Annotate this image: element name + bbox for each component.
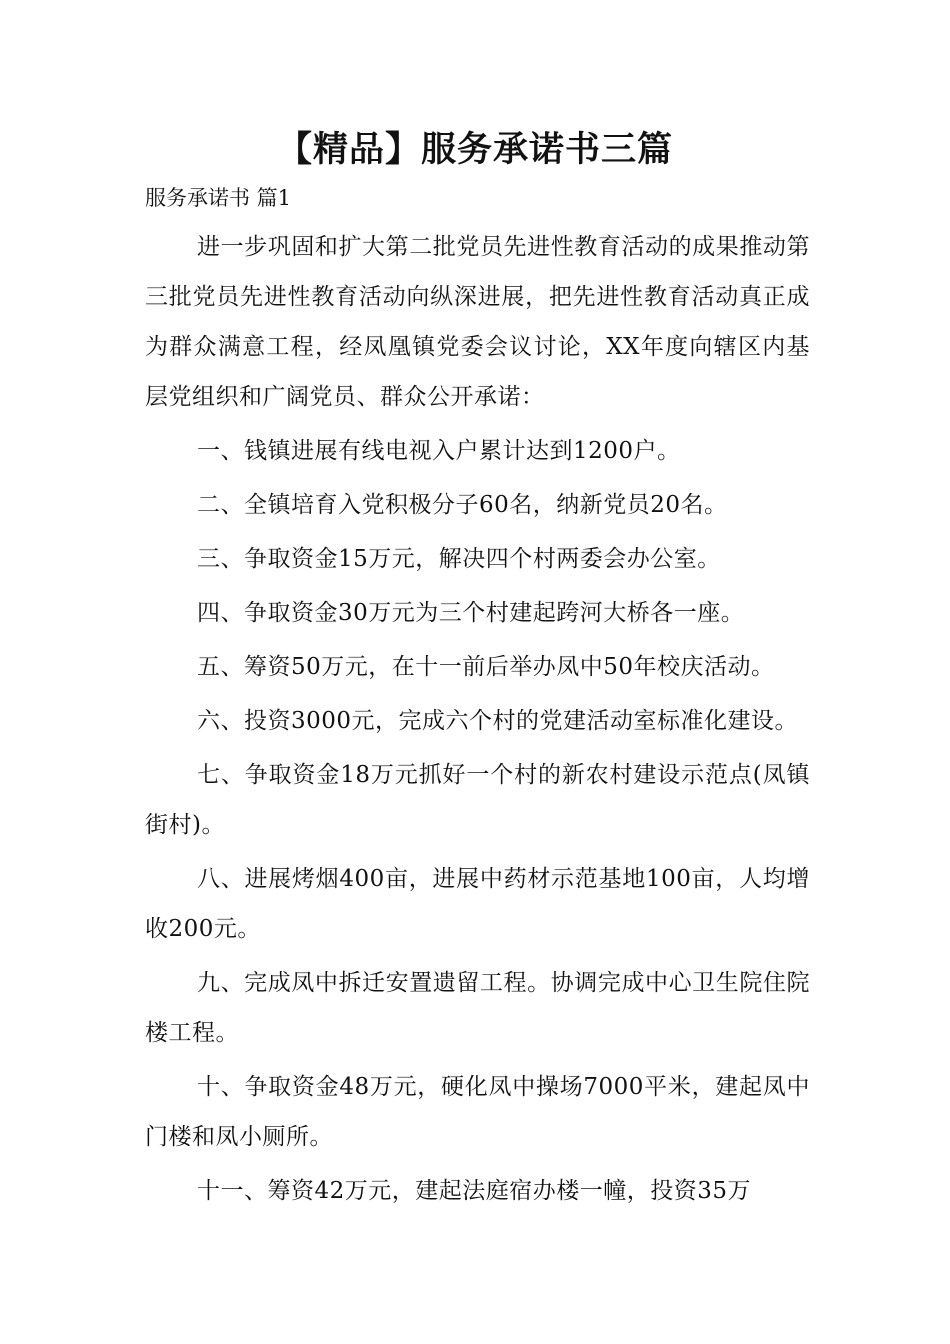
paragraph-item-2: 二、全镇培育入党积极分子60名，纳新党员20名。 xyxy=(197,492,728,518)
paragraph-item-7: 七、争取资金18万元抓好一个村的新农村建设示范点(凤镇街村)。 xyxy=(145,762,810,838)
paragraph-item-10: 十、争取资金48万元，硬化凤中操场7000平米，建起凤中门楼和凤小厕所。 xyxy=(145,1074,810,1150)
document-title: 【精品】服务承诺书三篇 xyxy=(276,130,673,170)
paragraph-item-6: 六、投资3000元，完成六个村的党建活动室标准化建设。 xyxy=(197,708,799,734)
paragraph-item-5: 五、筹资50万元，在十一前后举办凤中50年校庆活动。 xyxy=(197,654,775,680)
section-heading: 服务承诺书 篇1 xyxy=(145,186,292,210)
paragraph-item-11: 十一、筹资42万元，建起法庭宿办楼一幢，投资35万 xyxy=(197,1178,752,1204)
paragraph-intro: 进一步巩固和扩大第二批党员先进性教育活动的成果推动第三批党员先进性教育活动向纵深进展，把先进性教育活动真正成为群众满意工程，经凤凰镇党委会议讨论，XX年度向辖区内基层党组织和广阔党员、群众公开承诺： xyxy=(145,234,810,410)
document-body xyxy=(145,222,810,1220)
paragraph-item-4: 四、争取资金30万元为三个村建起跨河大桥各一座。 xyxy=(197,600,745,626)
paragraph-item-8: 八、进展烤烟400亩，进展中药材示范基地100亩，人均增收200元。 xyxy=(145,866,810,942)
paragraph-item-3: 三、争取资金15万元，解决四个村两委会办公室。 xyxy=(197,546,721,572)
paragraph-item-9: 九、完成凤中拆迁安置遗留工程。协调完成中心卫生院住院楼工程。 xyxy=(145,970,810,1046)
paragraph-item-1: 一、钱镇进展有线电视入户累计达到1200户。 xyxy=(197,438,681,464)
